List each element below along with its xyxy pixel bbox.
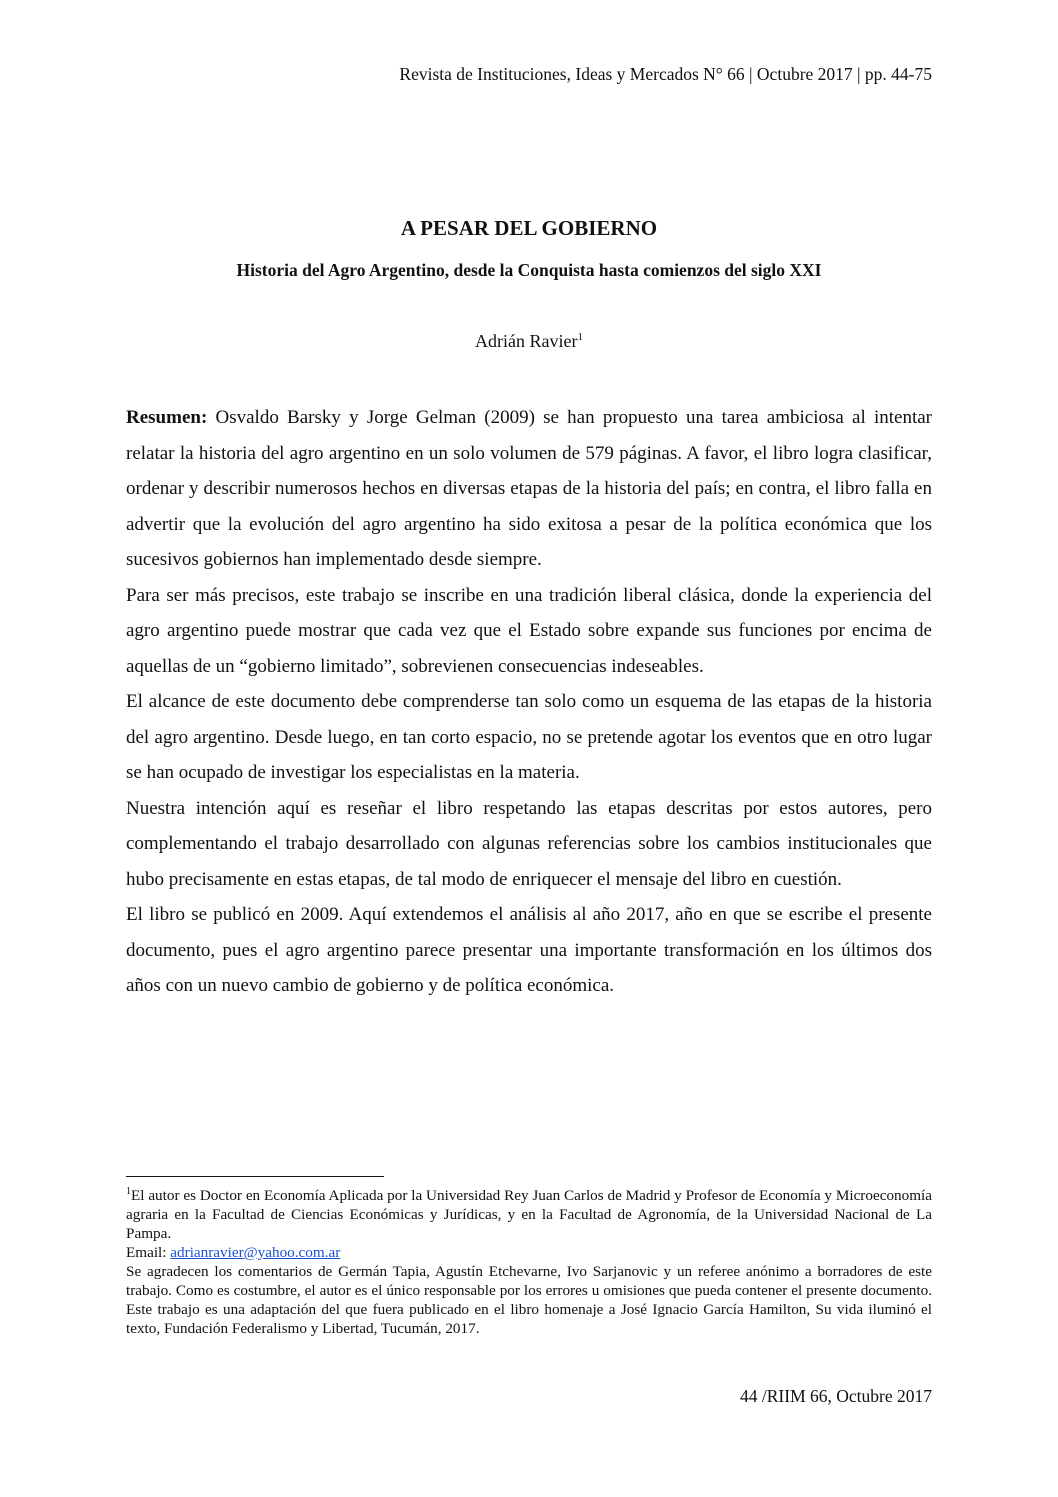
abstract-paragraph-5: El libro se publicó en 2009. Aquí extendemos el análisis al año 2017, año en que se escribe el presente documento, pues el agro argentino parece presentar una importante transformación en los últimos dos años con un nuevo cambio de gobierno y de política económica. xyxy=(126,904,932,996)
footnote-email xyxy=(126,1243,932,1262)
running-header: Revista de Instituciones, Ideas y Mercados N° 66 | Octubre 2017 | pp. 44-75 xyxy=(399,64,932,84)
article-subtitle: Historia del Agro Argentino, desde la Conquista hasta comienzos del siglo XXI xyxy=(236,260,822,280)
footnote-1-mark: 1 xyxy=(126,1185,131,1197)
footnotes xyxy=(126,1186,932,1338)
abstract-paragraph-3: El alcance de este documento debe comprenderse tan solo como un esquema de las etapas de la historia del agro argentino. Desde luego, en tan corto espacio, no se pretende agotar los eventos que en otro lugar se han ocupado de investigar los especialistas en la materia. xyxy=(126,691,932,783)
footnote-1-text: El autor es Doctor en Economía Aplicada por la Universidad Rey Juan Carlos de Madrid y Profesor de Economía y Microeconomía agraria en la Facultad de Ciencias Económicas y Jurídicas, y en la Facultad de Agronomía, de la Universidad Nacional de La Pampa. xyxy=(126,1187,932,1242)
abstract-paragraph-1-text: Osvaldo Barsky y Jorge Gelman (2009) se han propuesto una tarea ambiciosa al intentar relatar la historia del agro argentino en un solo volumen de 579 páginas. A favor, el libro logra clasificar, ordenar y describir numerosos hechos en diversas etapas de la historia del país; en contra, el libro falla en advertir que la evolución del agro argentino ha sido exitosa a pesar de la política económica que los sucesivos gobiernos han implementado desde siempre. xyxy=(126,407,932,570)
article-title: A PESAR DEL GOBIERNO xyxy=(400,216,658,240)
footnote-1 xyxy=(126,1186,932,1243)
abstract-paragraph-1 xyxy=(126,400,932,578)
abstract-paragraph-2: Para ser más precisos, este trabajo se inscribe en una tradición liberal clásica, donde la experiencia del agro argentino puede mostrar que cada vez que el Estado sobre expande sus funciones por encima de aquellas de un “gobierno limitado”, sobrevienen consecuencias indeseables. xyxy=(126,584,932,677)
page-footer: 44 /RIIM 66, Octubre 2017 xyxy=(740,1386,932,1406)
author-line xyxy=(0,331,1058,352)
footnote-divider xyxy=(126,1176,384,1177)
author-name: Adrián Ravier xyxy=(475,331,578,351)
abstract-label: Resumen: xyxy=(126,407,208,428)
email-link[interactable]: adrianravier@yahoo.com.ar xyxy=(170,1244,341,1261)
author-footnote-mark[interactable]: 1 xyxy=(577,331,583,343)
abstract xyxy=(126,400,932,1004)
footnote-acknowledgement: Se agradecen los comentarios de Germán Tapia, Agustín Etchevarne, Ivo Sarjanovic y un referee anónimo a borradores de este trabajo. Como es costumbre, el autor es el único responsable por los errores u omisiones que pueda contener el presente documento. Este trabajo es una adaptación del que fuera publicado en el libro homenaje a José Ignacio García Hamilton, Su vida iluminó el texto, Fundación Federalismo y Libertad, Tucumán, 2017. xyxy=(126,1263,932,1337)
abstract-paragraph-4: Nuestra intención aquí es reseñar el libro respetando las etapas descritas por estos autores, pero complementando el trabajo desarrollado con algunas referencias sobre los cambios institucionales que hubo precisamente en estas etapas, de tal modo de enriquecer el mensaje del libro en cuestión. xyxy=(126,797,932,890)
email-label: Email: xyxy=(126,1244,171,1261)
